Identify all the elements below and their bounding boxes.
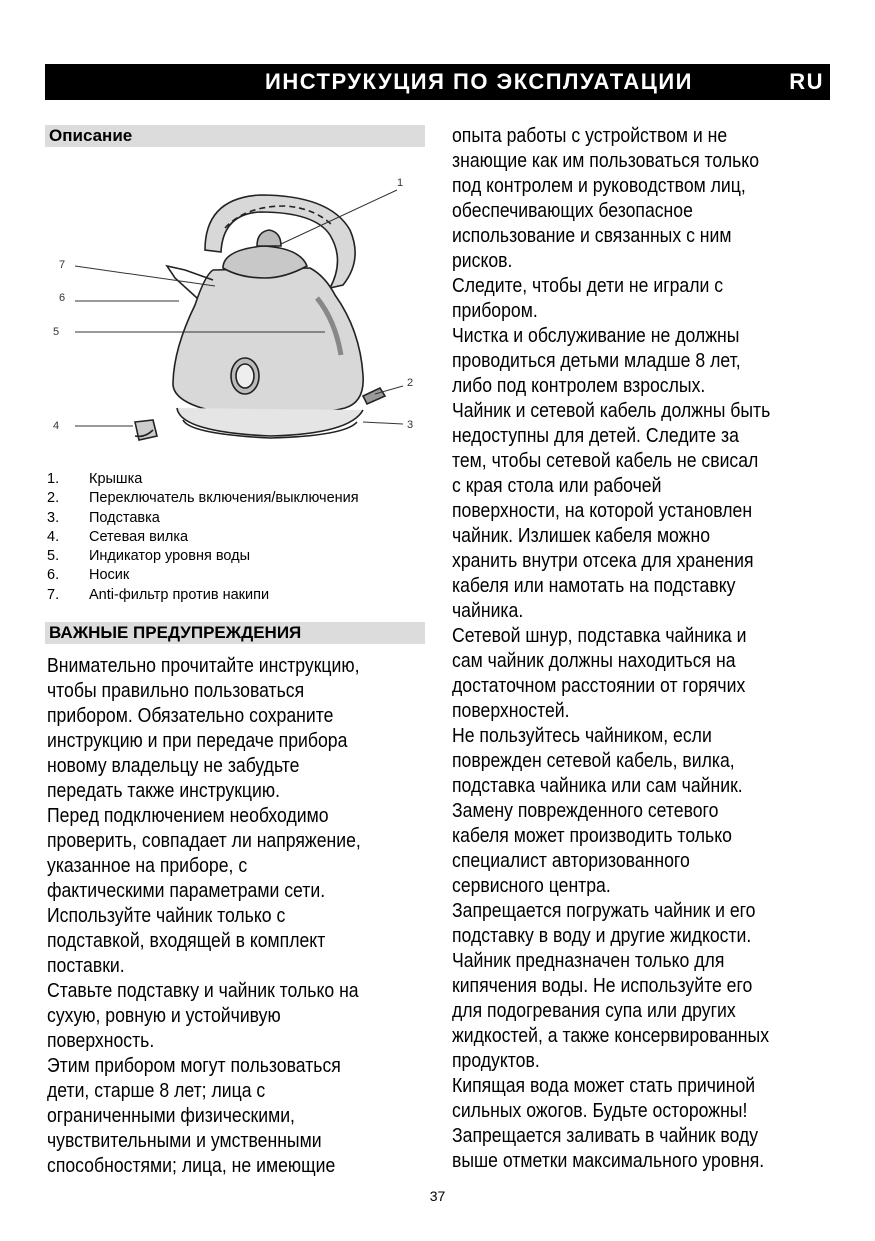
- power-switch: [363, 388, 385, 404]
- text-line: поставки.: [47, 954, 125, 977]
- text-line: Чистка и обслуживание не должны: [452, 324, 740, 347]
- text-line: подставкой, входящей в комплект: [47, 929, 326, 952]
- text-line: Чайник предназначен только для: [452, 949, 725, 972]
- text-line: тем, чтобы сетевой кабель не свисал: [452, 449, 759, 472]
- text-line: обеспечивающих безопасное: [452, 199, 693, 222]
- text-line: подставка чайника или сам чайник.: [452, 774, 743, 797]
- warnings-right-column: [452, 123, 770, 1173]
- text-line: Используйте чайник только с: [47, 904, 286, 927]
- callout-5: 5: [53, 326, 60, 338]
- text-line: поверхностей.: [452, 699, 570, 722]
- text-line: достаточном расстоянии от горячих: [452, 674, 746, 697]
- description-heading: Описание: [45, 125, 425, 147]
- list-item: 4. Сетевая вилка: [47, 528, 189, 545]
- text-line: Этим прибором могут пользоваться: [47, 1054, 341, 1077]
- text-line: кабеля может производить только: [452, 824, 732, 847]
- list-item: 2. Переключатель включения/выключения: [47, 490, 359, 507]
- text-line: жидкостей, а также консервированных: [452, 1024, 770, 1047]
- text-line: для подогревания супа или других: [452, 999, 736, 1022]
- text-line: специалист авторизованного: [452, 849, 690, 872]
- kettle-illustration: [45, 170, 425, 465]
- parts-list: [47, 470, 427, 605]
- text-line: хранить внутри отсека для хранения: [452, 549, 754, 572]
- text-line: указанное на приборе, с: [47, 854, 248, 877]
- text-line: под контролем и руководством лиц,: [452, 174, 746, 197]
- text-line: прибором. Обязательно сохраните: [47, 704, 334, 727]
- callout-7: 7: [59, 259, 66, 271]
- text-line: новому владельцу не забудьте: [47, 754, 300, 777]
- page-title: ИНСТРУКУЦИЯ ПО ЭКСПЛУАТАЦИИ: [265, 69, 693, 94]
- text-line: недоступны для детей. Следите за: [452, 424, 739, 447]
- text-line: ограниченными физическими,: [47, 1104, 295, 1127]
- kettle-body: [173, 268, 363, 416]
- text-line: кабеля или намотать на подставку: [452, 574, 736, 597]
- list-item: 1. Крышка: [47, 471, 143, 487]
- text-line: Внимательно прочитайте инструкцию,: [47, 654, 360, 677]
- text-line: передать также инструкцию.: [47, 779, 281, 802]
- text-line: чувствительными и умственными: [47, 1129, 322, 1152]
- text-line: Запрещается погружать чайник и его: [452, 899, 756, 922]
- text-line: продуктов.: [452, 1049, 540, 1072]
- text-line: сам чайник должны находиться на: [452, 649, 736, 672]
- text-line: проводиться детьми младше 8 лет,: [452, 349, 741, 372]
- callout-3: 3: [407, 419, 414, 431]
- callout-2: 2: [407, 377, 414, 389]
- text-line: поверхности, на которой установлен: [452, 499, 753, 522]
- text-line: поврежден сетевой кабель, вилка,: [452, 749, 735, 772]
- language-code: RU: [789, 69, 824, 94]
- text-line: Запрещается заливать в чайник воду: [452, 1124, 759, 1147]
- text-line: способностями; лица, не имеющие: [47, 1154, 336, 1177]
- text-line: использование и связанных с ним: [452, 224, 732, 247]
- text-line: поверхность.: [47, 1029, 155, 1052]
- text-line: Замену поврежденного сетевого: [452, 799, 719, 822]
- list-item: 6. Носик: [47, 567, 130, 584]
- text-line: сервисного центра.: [452, 874, 611, 897]
- text-line: чайника.: [452, 599, 524, 622]
- list-item: 5. Индикатор уровня воды: [47, 548, 251, 565]
- list-item: 3. Подставка: [47, 509, 160, 526]
- text-line: фактическими параметрами сети.: [47, 879, 326, 902]
- text-line: подставку в воду и другие жидкости.: [452, 924, 752, 947]
- text-line: знающие как им пользоваться только: [452, 149, 760, 172]
- list-item: 7. Anti-фильтр против накипи: [47, 586, 270, 603]
- text-line: выше отметки максимального уровня.: [452, 1149, 765, 1172]
- text-line: дети, старше 8 лет; лица с: [47, 1079, 266, 1102]
- text-line: рисков.: [452, 249, 513, 272]
- text-line: Перед подключением необходимо: [47, 804, 329, 827]
- page-number: 37: [429, 1188, 446, 1204]
- text-line: Следите, чтобы дети не играли с: [452, 274, 724, 297]
- text-line: проверить, совпадает ли напряжение,: [47, 829, 361, 852]
- text-line: прибором.: [452, 299, 538, 322]
- text-line: с края стола или рабочей: [452, 474, 662, 497]
- text-line: сухую, ровную и устойчивую: [47, 1004, 281, 1027]
- text-line: Чайник и сетевой кабель должны быть: [452, 399, 771, 422]
- text-line: сильных ожогов. Будьте осторожны!: [452, 1099, 748, 1122]
- text-line: чайник. Излишек кабеля можно: [452, 524, 711, 547]
- warnings-heading: ВАЖНЫЕ ПРЕДУПРЕЖДЕНИЯ: [45, 622, 425, 644]
- callout-1: 1: [397, 177, 404, 189]
- power-cord: [135, 420, 157, 440]
- text-line: опыта работы с устройством и не: [452, 124, 728, 147]
- callout-4: 4: [53, 420, 60, 432]
- text-line: кипячения воды. Не используйте его: [452, 974, 753, 997]
- text-line: Кипящая вода может стать причиной: [452, 1074, 756, 1097]
- text-line: Не пользуйтесь чайником, если: [452, 724, 712, 747]
- warnings-left-column: [47, 653, 361, 1178]
- text-line: чтобы правильно пользоваться: [47, 679, 305, 702]
- header-bar: [45, 64, 830, 100]
- callout-6: 6: [59, 292, 66, 304]
- lid-knob: [257, 230, 281, 246]
- text-line: Ставьте подставку и чайник только на: [47, 979, 359, 1002]
- text-line: инструкцию и при передаче прибора: [47, 729, 348, 752]
- text-line: Сетевой шнур, подставка чайника и: [452, 624, 747, 647]
- text-line: либо под контролем взрослых.: [452, 374, 706, 397]
